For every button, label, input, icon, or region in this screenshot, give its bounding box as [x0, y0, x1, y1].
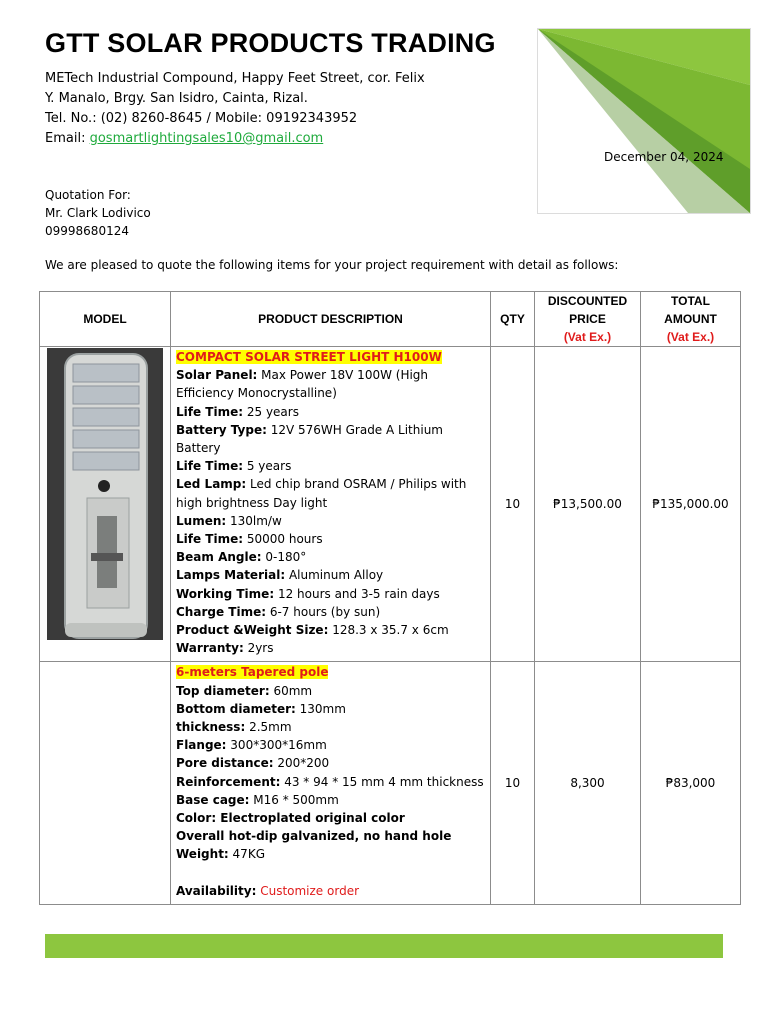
spec-line: Life Time: 5 years — [176, 459, 292, 474]
street-light-image — [47, 348, 163, 640]
spec-line: Base cage: M16 * 500mm — [176, 792, 339, 807]
spacer — [176, 864, 485, 882]
product-title: 6-meters Tapered pole — [176, 665, 329, 680]
street-light-illustration — [47, 348, 163, 640]
client-block — [45, 186, 151, 240]
spec-line: Bottom diameter: 130mm — [176, 701, 346, 716]
spec-line: Product &Weight Size: 128.3 x 35.7 x 6cm — [176, 623, 449, 638]
price-cell: 8,300 — [535, 662, 641, 904]
phone-line: Tel. No.: (02) 8260-8645 / Mobile: 09192343952 — [45, 111, 358, 126]
address-line-1: METech Industrial Compound, Happy Feet Street, cor. Felix — [45, 71, 425, 86]
email-link[interactable]: gosmartlightingsales10@gmail.com — [89, 131, 324, 146]
table-header-row — [40, 292, 741, 347]
total-cell: ₱83,000 — [641, 662, 741, 904]
spec-line: Pore distance: 200*200 — [176, 756, 330, 771]
header-total-line2: AMOUNT — [664, 312, 717, 326]
spec-line: Overall hot-dip galvanized, no hand hole — [176, 829, 452, 844]
header-model: MODEL — [40, 292, 171, 347]
spec-line: thickness: 2.5mm — [176, 720, 292, 735]
client-name: Mr. Clark Lodivico — [45, 206, 151, 220]
spec-line: Lumen: 130lm/w — [176, 513, 282, 528]
header-total — [641, 292, 741, 347]
spec-line: Working Time: 12 hours and 3-5 rain days — [176, 586, 440, 601]
product-description-cell — [171, 662, 491, 904]
spec-line: Solar Panel: Max Power 18V 100W (High Efficiency Monocrystalline) — [176, 368, 429, 401]
availability-line: Availability: Customize order — [176, 883, 360, 898]
header-price-vat: (Vat Ex.) — [563, 330, 612, 344]
qty-cell: 10 — [491, 347, 535, 662]
spec-line: Lamps Material: Aluminum Alloy — [176, 568, 384, 583]
header-total-line1: TOTAL — [671, 294, 710, 308]
email-line — [45, 129, 525, 149]
quotation-table — [39, 291, 741, 905]
spec-line: Life Time: 50000 hours — [176, 532, 323, 547]
header-price-line1: DISCOUNTED — [547, 294, 628, 308]
spec-line: Color: Electroplated original color — [176, 811, 405, 826]
corner-graphic — [537, 28, 751, 214]
intro-text: We are pleased to quote the following items for your project requirement with detail as follows: — [45, 258, 619, 272]
table-row — [40, 662, 741, 904]
spec-line: Led Lamp: Led chip brand OSRAM / Philips with high brightness Day light — [176, 477, 467, 510]
quotation-date: December 04, 2024 — [604, 150, 724, 164]
client-phone: 09998680124 — [45, 224, 129, 238]
address-line-2: Y. Manalo, Brgy. San Isidro, Cainta, Rizal. — [45, 91, 308, 106]
model-image-cell — [40, 347, 171, 662]
email-label: Email: — [45, 131, 90, 146]
price-cell: ₱13,500.00 — [535, 347, 641, 662]
qty-cell: 10 — [491, 662, 535, 904]
total-cell: ₱135,000.00 — [641, 347, 741, 662]
header-price-line2: PRICE — [569, 312, 606, 326]
spec-line: Flange: 300*300*16mm — [176, 738, 327, 753]
spec-line: Charge Time: 6-7 hours (by sun) — [176, 604, 381, 619]
quotation-for-label: Quotation For: — [45, 188, 131, 202]
green-ribbon-graphic — [538, 29, 750, 213]
spec-line: Warranty: 2yrs — [176, 641, 274, 656]
spec-line: Beam Angle: 0-180° — [176, 550, 307, 565]
spec-line: Battery Type: 12V 576WH Grade A Lithium Battery — [176, 422, 443, 456]
header-total-vat: (Vat Ex.) — [666, 330, 715, 344]
model-image-cell-empty — [40, 662, 171, 904]
product-description-cell — [171, 347, 491, 662]
spec-line: Top diameter: 60mm — [176, 683, 313, 698]
header-description: PRODUCT DESCRIPTION — [171, 292, 491, 347]
table-row — [40, 347, 741, 662]
company-address — [45, 69, 525, 149]
spec-line: Weight: 47KG — [176, 847, 265, 862]
footer-green-bar — [45, 934, 723, 958]
company-title: GTT SOLAR PRODUCTS TRADING — [45, 28, 496, 58]
header-price — [535, 292, 641, 347]
spec-line: Life Time: 25 years — [176, 404, 299, 419]
header-qty: QTY — [491, 292, 535, 347]
product-title: COMPACT SOLAR STREET LIGHT H100W — [176, 350, 442, 364]
spec-line: Reinforcement: 43 * 94 * 15 mm 4 mm thickness — [176, 774, 484, 789]
